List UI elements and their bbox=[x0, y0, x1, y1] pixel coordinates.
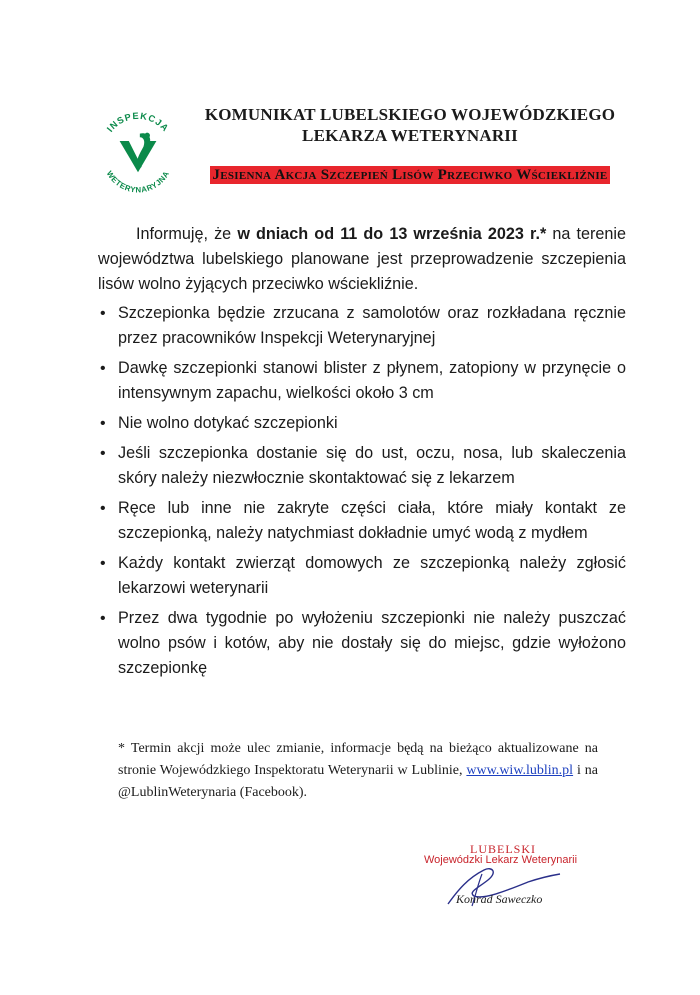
official-stamp bbox=[418, 842, 598, 912]
svg-text:INSPEKCJA bbox=[105, 111, 171, 134]
intro-before: Informuję, że bbox=[136, 225, 238, 243]
stamp-line-2: Wojewódzki Lekarz Weterynarii bbox=[424, 854, 578, 866]
intro-paragraph bbox=[98, 222, 626, 297]
logo-text-bottom: WETERYNARYJNA bbox=[104, 169, 172, 195]
list-item: • Szczepionka będzie zrzucana z samolotów oraz rozkładana ręcznie przez pracowników Inspekcji Weterynaryjnej bbox=[98, 301, 626, 351]
list-item: • Nie wolno dotykać szczepionki bbox=[98, 411, 626, 436]
stamp-line-1: LUBELSKI bbox=[470, 842, 536, 856]
list-item: • Każdy kontakt zwierząt domowych ze szczepionką należy zgłosić lekarzowi weterynarii bbox=[98, 551, 626, 601]
list-item: • Dawkę szczepionki stanowi blister z płynem, zatopiony w przynęcie o intensywnym zapachu, wielkości około 3 cm bbox=[98, 356, 626, 406]
list-item: • Ręce lub inne nie zakryte części ciała, które miały kontakt ze szczepionką, należy natychmiast dokładnie umyć wodą z mydłem bbox=[98, 496, 626, 546]
subtitle-block bbox=[190, 164, 630, 186]
document-title bbox=[190, 104, 630, 146]
intro-dates: w dniach od 11 do 13 września 2023 r.* bbox=[237, 225, 547, 243]
intro-after: na terenie województwa lubelskiego planowane jest przeprowadzenie szczepienia lisów wolno żyjących przeciwko wściekliźnie. bbox=[98, 225, 626, 293]
footnote bbox=[118, 738, 598, 804]
logo-text-top: INSPEKCJA bbox=[104, 110, 171, 134]
svg-text:WETERYNARYJNA bbox=[105, 169, 172, 194]
warnings-list bbox=[98, 301, 626, 681]
title-line-1: KOMUNIKAT LUBELSKIEGO WOJEWÓDZKIEGO bbox=[204, 105, 616, 124]
list-item: • Jeśli szczepionka dostanie się do ust, oczu, nosa, lub skaleczenia skóry należy niezwłocznie skontaktować się z lekarzem bbox=[98, 441, 626, 491]
stamp-name: Konrad Saweczko bbox=[456, 892, 543, 906]
veterinary-inspection-logo-icon bbox=[92, 106, 184, 198]
list-item: • Przez dwa tygodnie po wyłożeniu szczepionki nie należy puszczać wolno psów i kotów, aby nie dostały się do miejsc, gdzie wyłożono szczepionkę bbox=[98, 606, 626, 681]
announcement-body bbox=[98, 222, 626, 686]
title-line-2: LEKARZA WETERYNARII bbox=[302, 126, 518, 145]
footnote-text-after: i na @LublinWeterynaria (Facebook). bbox=[118, 763, 598, 800]
website-link[interactable]: www.wiw.lublin.pl bbox=[466, 763, 574, 778]
footnote-text-before: * Termin akcji może ulec zmianie, informacje będą na bieżąco aktualizowane na stronie Wojewódzkiego Inspektoratu Weterynarii w Lublinie, bbox=[118, 741, 598, 778]
campaign-subtitle: Jesienna Akcja Szczepień Lisów Przeciwko Wściekliźnie bbox=[212, 167, 608, 183]
